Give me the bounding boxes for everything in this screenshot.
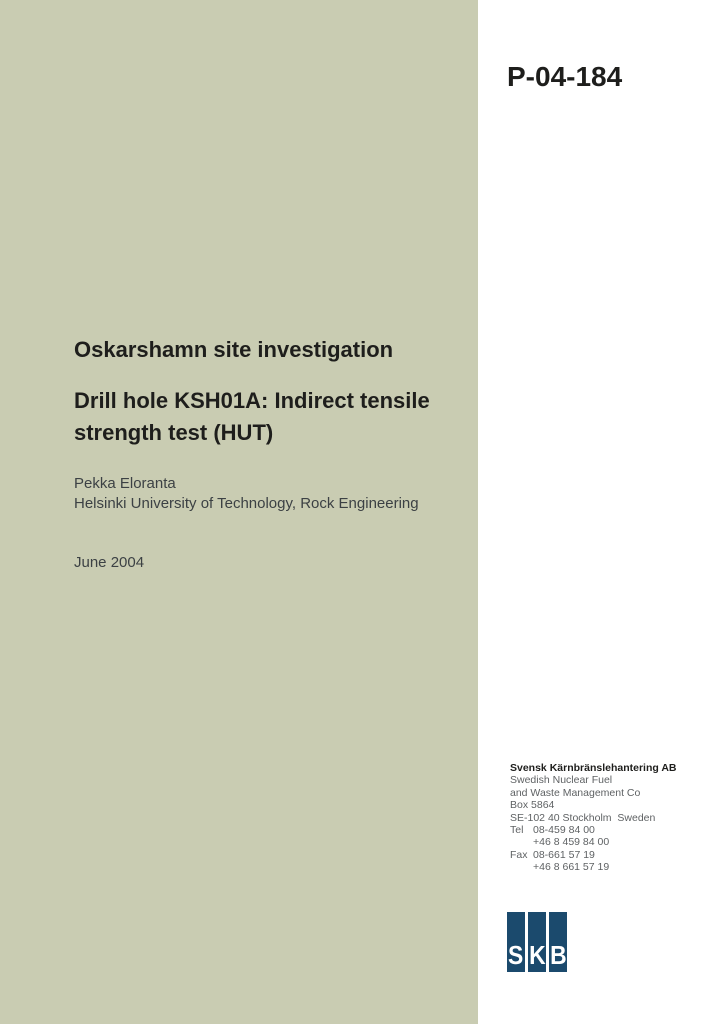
contact-row-tel bbox=[510, 824, 710, 836]
skb-logo-letter: S bbox=[508, 940, 524, 970]
contact-row-fax-intl bbox=[510, 861, 710, 873]
author-name: Pekka Eloranta bbox=[74, 475, 176, 492]
contact-label: Fax bbox=[510, 848, 528, 861]
contact-number: +46 8 459 84 00 bbox=[533, 836, 610, 849]
publisher-address-line: Box 5864 bbox=[510, 799, 555, 812]
series-title: Oskarshamn site investigation bbox=[74, 337, 394, 362]
publisher-address-line: SE-102 40 Stockholm Sweden bbox=[510, 811, 656, 824]
publication-date: June 2004 bbox=[74, 554, 145, 571]
contact-label bbox=[510, 836, 533, 848]
report-number: P-04-184 bbox=[507, 61, 623, 92]
contact-row-tel-intl bbox=[510, 836, 710, 848]
skb-logo bbox=[507, 912, 567, 972]
contact-label bbox=[510, 861, 533, 873]
publisher-address-line: and Waste Management Co bbox=[510, 786, 641, 799]
publisher-name: Svensk Kärnbränslehantering AB bbox=[510, 762, 677, 774]
contact-row-fax bbox=[510, 849, 710, 861]
main-title: Drill hole KSH01A: Indirect tensile strength test (HUT) bbox=[74, 388, 430, 445]
title-block bbox=[74, 334, 464, 449]
contact-number: 08-661 57 19 bbox=[533, 848, 595, 861]
publisher-block bbox=[510, 762, 710, 874]
author-affiliation: Helsinki University of Technology, Rock Engineering bbox=[74, 495, 419, 512]
publisher-address-line: Swedish Nuclear Fuel bbox=[510, 774, 613, 787]
contact-number: +46 8 661 57 19 bbox=[533, 861, 610, 874]
skb-logo-letter: B bbox=[549, 940, 567, 970]
skb-logo-bar bbox=[549, 912, 567, 972]
contact-number: 08-459 84 00 bbox=[533, 824, 595, 837]
skb-logo-bar bbox=[528, 912, 546, 972]
skb-logo-letter: K bbox=[528, 940, 546, 970]
contact-label: Tel bbox=[510, 824, 524, 837]
author-block bbox=[74, 474, 419, 514]
skb-logo-bar bbox=[507, 912, 525, 972]
